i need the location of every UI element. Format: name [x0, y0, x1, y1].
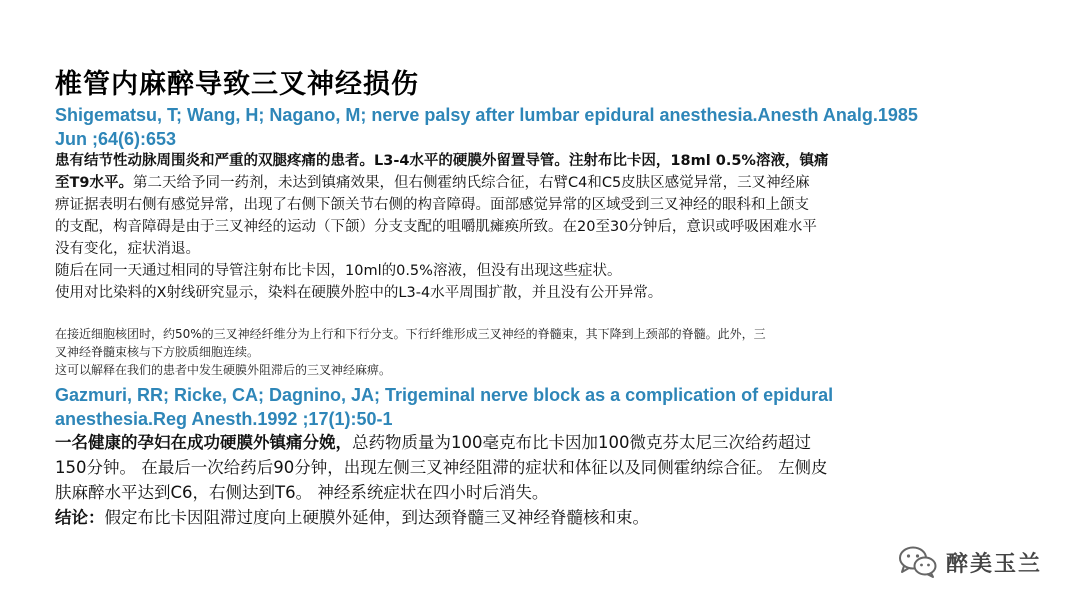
conclusion-text: 假定布比卡因阻滞过度向上硬膜外延伸，到达颈脊髓三叉神经脊髓核和束。	[104, 508, 649, 527]
reference-1-line-1: Shigematsu, T; Wang, H; Nagano, M; nerve palsy after lumbar epidural anesthesia.Anesth Analg.1985	[55, 105, 918, 125]
case-2-paragraph	[55, 430, 1000, 530]
case-1-line-2-text: 第二天给予同一药剂，未达到镇痛效果，但右侧霍纳氏综合征，右臂C4和C5皮肤区感觉异常，三叉神经麻	[132, 175, 810, 191]
watermark	[898, 540, 1042, 584]
case-1-line-2	[55, 172, 1000, 194]
conclusion-label: 结论：	[55, 508, 105, 527]
case-1-line-7: 使用对比染料的X射线研究显示，染料在硬膜外腔中的L3-4水平周围扩散，并且没有公开异常。	[55, 285, 663, 301]
case-1-line-4: 的支配，构音障碍是由于三叉神经的运动（下颌）分支支配的咀嚼肌瘫痪所致。在20至30分钟后，意识或呼吸困难水平	[55, 219, 817, 235]
reference-2-line-1: Gazmuri, RR; Ricke, CA; Dagnino, JA; Trigeminal nerve block as a complication of epidural	[55, 385, 834, 405]
case-2-line-1-text: 总药物质量为100毫克布比卡因加100微克芬太尼三次给药超过	[352, 433, 811, 452]
watermark-text: 醉美玉兰	[946, 551, 1043, 577]
wechat-icon	[898, 545, 938, 579]
reference-2-line-2: anesthesia.Reg Anesth.1992 ;17(1):50-1	[55, 409, 393, 429]
case-2-line-3: 肤麻醉水平达到C6，右侧达到T6。 神经系统症状在四小时后消失。	[55, 483, 549, 502]
case-1-bold-intro-2: 至T9水平。	[55, 175, 133, 191]
reference-2	[55, 383, 1015, 431]
case-1-line-1	[55, 150, 1000, 172]
case-1-line-3: 痹证据表明右侧有感觉异常，出现了右侧下颌关节右侧的构音障碍。面部感觉异常的区域受到三叉神经的眼科和上颌支	[55, 197, 809, 213]
case-2-line-1	[55, 430, 1000, 455]
case-1-line-5: 没有变化，症状消退。	[55, 241, 200, 257]
reference-1	[55, 103, 1015, 151]
reference-1-line-2: Jun ;64(6):653	[55, 129, 177, 149]
explanation-line-1: 在接近细胞核团时，约50%的三叉神经纤维分为上行和下行分支。下行纤维形成三叉神经的脊髓束，其下降到上颈部的脊髓。此外，三	[55, 327, 766, 341]
case-1-bold-intro-1: 患有结节性动脉周围炎和严重的双腿疼痛的患者。L3-4水平的硬膜外留置导管。注射布比卡因，18ml 0.5%溶液，镇痛	[55, 153, 829, 169]
case-2-bold-intro: 一名健康的孕妇在成功硬膜外镇痛分娩，	[55, 433, 352, 452]
explanation-line-3: 这可以解释在我们的患者中发生硬膜外阻滞后的三叉神经麻痹。	[55, 363, 392, 377]
slide-title: 椎管内麻醉导致三叉神经损伤	[55, 69, 419, 100]
case-1-line-6: 随后在同一天通过相同的导管注射布比卡因，10ml的0.5%溶液，但没有出现这些症状。	[55, 263, 622, 279]
case-2-line-2: 150分钟。 在最后一次给药后90分钟，出现左侧三叉神经阻滞的症状和体征以及同侧霍纳综合征。 左侧皮	[55, 458, 828, 477]
case-2-conclusion	[55, 505, 1000, 530]
explanation-paragraph	[55, 325, 1000, 379]
case-1-paragraph	[55, 150, 1000, 304]
explanation-line-2: 叉神经脊髓束核与下方胶质细胞连续。	[55, 345, 260, 359]
